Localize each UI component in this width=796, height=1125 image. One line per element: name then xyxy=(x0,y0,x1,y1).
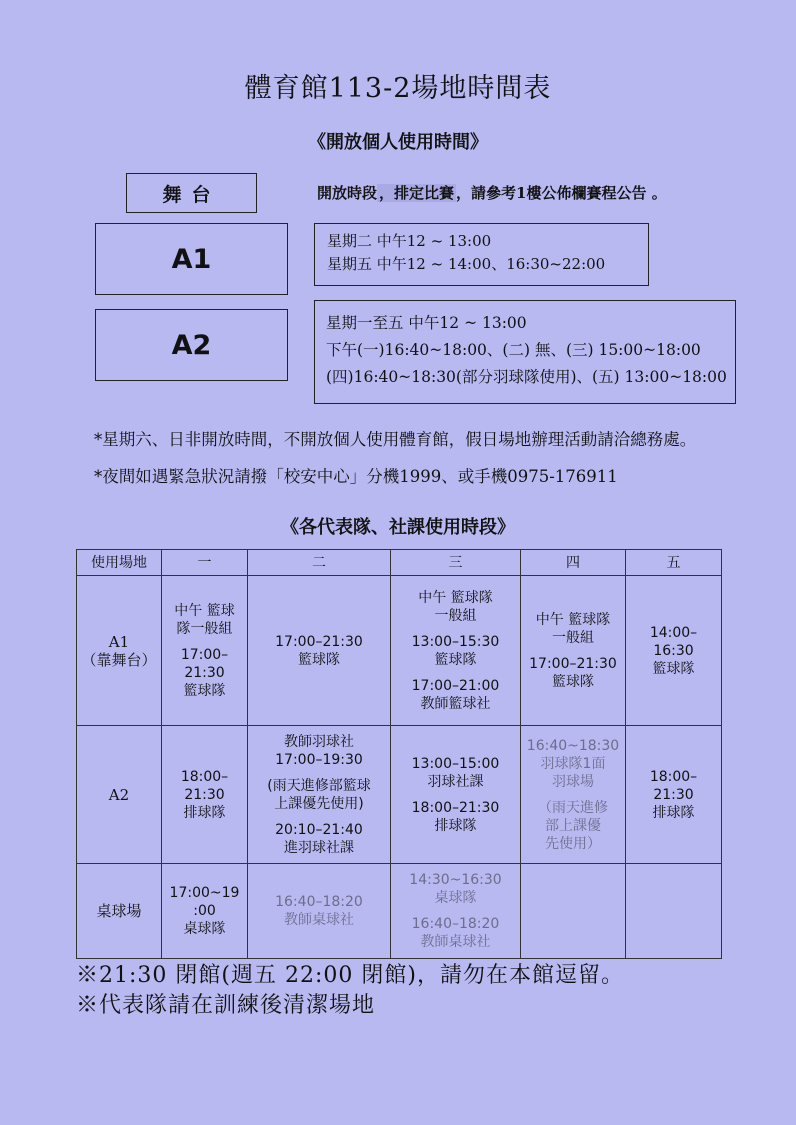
schedule-cell-text: 16:40–18:20 xyxy=(411,916,500,932)
schedule-cell-text: 教師羽球社 xyxy=(284,733,354,750)
schedule-cell-text: 排球隊 xyxy=(434,817,477,834)
note-emergency: *夜間如遇緊急狀況請撥「校安中心」分機1999、或手機0975-176911 xyxy=(94,467,618,486)
schedule-cell xyxy=(626,726,722,864)
schedule-cell xyxy=(391,864,521,959)
header-venue: 使用場地 xyxy=(77,550,162,576)
a1-hours-line: 星期五 中午12 ~ 14:00、16:30~22:00 xyxy=(327,255,606,273)
schedule-cell xyxy=(248,864,391,959)
schedule-cell xyxy=(521,576,626,726)
table-row xyxy=(77,576,722,726)
schedule-cell xyxy=(391,576,521,726)
schedule-cell xyxy=(391,726,521,864)
schedule-cell-text: 18:00– xyxy=(180,768,229,785)
venue-a1-label: A1 xyxy=(95,223,288,295)
stage-note-prefix: 開放時段 xyxy=(317,184,378,202)
schedule-cell-text: 18:00–21:30 xyxy=(411,799,500,816)
stage-note-suffix: ，請參考1樓公佈欄賽程公告 。 xyxy=(456,184,667,202)
schedule-cell xyxy=(162,726,248,864)
schedule-cell-text: 17:00~19 xyxy=(169,885,240,901)
schedule-cell-text: 教師桌球社 xyxy=(284,912,354,928)
table-row xyxy=(77,726,722,864)
a2-hours-line: 下午(一)16:40~18:00、(二) 無、(三) 15:00~18:00 xyxy=(326,341,701,359)
table-header-row xyxy=(77,550,722,576)
schedule-cell-text: 羽球場 xyxy=(552,773,594,790)
venue-cell xyxy=(77,576,162,726)
schedule-cell-text: 排球隊 xyxy=(183,804,226,821)
schedule-cell-text: 17:00–21:30 xyxy=(275,633,363,650)
schedule-cell-text: 16:30 xyxy=(653,642,694,659)
schedule-cell xyxy=(162,864,248,959)
venue-cell-text: （靠舞台） xyxy=(81,650,157,669)
schedule-cell-text: 排球隊 xyxy=(652,804,695,821)
cell-spacer xyxy=(391,669,520,677)
schedule-cell-text: （雨天進修 xyxy=(538,799,608,816)
schedule-cell-text: 17:00–21:00 xyxy=(411,677,500,694)
schedule-cell-text: 一般組 xyxy=(552,629,594,646)
schedule-cell-text: 13:00–15:00 xyxy=(411,755,500,772)
header-tue: 二 xyxy=(248,550,391,576)
schedule-cell-text: 籃球隊 xyxy=(552,673,594,690)
notes xyxy=(94,421,696,495)
stage-label-box: 舞台 xyxy=(126,173,257,213)
cell-spacer xyxy=(248,769,390,777)
schedule-cell-text: 部上課優 xyxy=(545,817,601,834)
table-row xyxy=(77,864,722,959)
schedule-cell-text: 隊一般組 xyxy=(176,620,233,637)
a2-hours-line: 星期一至五 中午12 ~ 13:00 xyxy=(326,314,527,332)
schedule-cell-text: 16:40–18:20 xyxy=(275,894,363,910)
schedule-cell-text: 21:30 xyxy=(653,786,694,803)
venue-a2-hours xyxy=(314,300,736,404)
cell-spacer xyxy=(162,638,247,646)
schedule-cell xyxy=(521,864,626,959)
schedule-cell-text: 籃球隊 xyxy=(183,682,226,699)
cell-spacer xyxy=(391,791,520,799)
schedule-cell-text: 進羽球社課 xyxy=(284,839,354,856)
venue-a1-hours xyxy=(314,223,649,286)
team-schedule-table xyxy=(76,549,722,959)
header-thu: 四 xyxy=(521,550,626,576)
venue-cell xyxy=(77,726,162,864)
teams-schedule-heading: 《各代表隊、社課使用時段》 xyxy=(281,517,515,538)
schedule-cell-text: 桌球隊 xyxy=(183,921,226,937)
a1-hours-line: 星期二 中午12 ~ 13:00 xyxy=(327,232,492,250)
schedule-cell-text: :00 xyxy=(193,903,216,919)
schedule-cell-text: 一般組 xyxy=(434,607,477,624)
schedule-cell xyxy=(626,864,722,959)
footer-closing-note: ※21:30 閉館(週五 22:00 閉館)，請勿在本館逗留。 xyxy=(76,963,624,988)
schedule-cell-text: 13:00–15:30 xyxy=(411,633,500,650)
venue-a2-label: A2 xyxy=(95,309,288,381)
cell-spacer xyxy=(391,625,520,633)
schedule-cell-text: 14:30~16:30 xyxy=(409,872,502,888)
schedule-cell xyxy=(162,576,248,726)
schedule-cell-text: 桌球隊 xyxy=(434,890,477,906)
schedule-cell-text: 18:00– xyxy=(649,768,698,785)
cell-spacer xyxy=(521,791,625,799)
schedule-cell-text: 14:00– xyxy=(649,624,698,641)
schedule-cell-text: 中午 籃球 xyxy=(174,602,235,619)
schedule-cell xyxy=(521,726,626,864)
venue-cell-text: A1 xyxy=(108,632,130,651)
cell-spacer xyxy=(391,907,520,915)
schedule-cell-text: 中午 籃球隊 xyxy=(535,611,611,628)
schedule-cell-text: 籃球隊 xyxy=(652,660,695,677)
header-mon: 一 xyxy=(162,550,248,576)
schedule-cell-text: 中午 籃球隊 xyxy=(418,589,493,606)
schedule-cell-text: 教師籃球社 xyxy=(420,695,491,712)
schedule-cell-text: 21:30 xyxy=(184,664,225,681)
page-title: 體育館113-2場地時間表 xyxy=(244,73,552,104)
a2-hours-line: (四)16:40~18:30(部分羽球隊使用)、(五) 13:00~18:00 xyxy=(326,368,727,386)
venue-cell xyxy=(77,864,162,959)
schedule-cell-text: 21:30 xyxy=(184,786,225,803)
schedule-cell-text: 籃球隊 xyxy=(298,651,340,668)
schedule-cell-text: 16:40~18:30 xyxy=(526,737,620,754)
header-fri: 五 xyxy=(626,550,722,576)
schedule-cell xyxy=(626,576,722,726)
open-hours-heading: 《開放個人使用時間》 xyxy=(308,132,488,153)
schedule-cell-text: 17:00–19:30 xyxy=(275,751,363,768)
venue-cell-text: 桌球場 xyxy=(96,902,142,920)
schedule-cell-text: 籃球隊 xyxy=(434,651,477,668)
schedule-cell-text: 20:10–21:40 xyxy=(275,821,363,838)
schedule-cell-text: 先使用） xyxy=(545,835,601,852)
schedule-cell-text: 17:00– xyxy=(180,646,229,663)
stage-note xyxy=(317,182,667,203)
note-weekend: *星期六、日非開放時間，不開放個人使用體育館，假日場地辦理活動請洽總務處。 xyxy=(94,430,697,449)
schedule-cell xyxy=(248,726,391,864)
header-wed: 三 xyxy=(391,550,521,576)
stage-note-highlight: ，排定比賽 xyxy=(379,184,455,202)
schedule-cell-text: 上課優先使用) xyxy=(274,795,364,812)
schedule-cell-text: 羽球社課 xyxy=(427,773,484,790)
schedule-cell xyxy=(248,576,391,726)
footer-notes xyxy=(76,961,624,1021)
schedule-cell-text: 教師桌球社 xyxy=(420,934,491,950)
schedule-cell-text: 17:00–21:30 xyxy=(529,655,617,672)
venue-cell-text: A2 xyxy=(108,785,130,804)
table-body xyxy=(77,576,722,959)
cell-spacer xyxy=(521,647,625,655)
cell-spacer xyxy=(248,813,390,821)
schedule-cell-text: (雨天進修部籃球 xyxy=(267,777,371,794)
footer-cleaning-note: ※代表隊請在訓練後清潔場地 xyxy=(76,993,376,1018)
schedule-cell-text: 羽球隊1面 xyxy=(540,755,606,772)
